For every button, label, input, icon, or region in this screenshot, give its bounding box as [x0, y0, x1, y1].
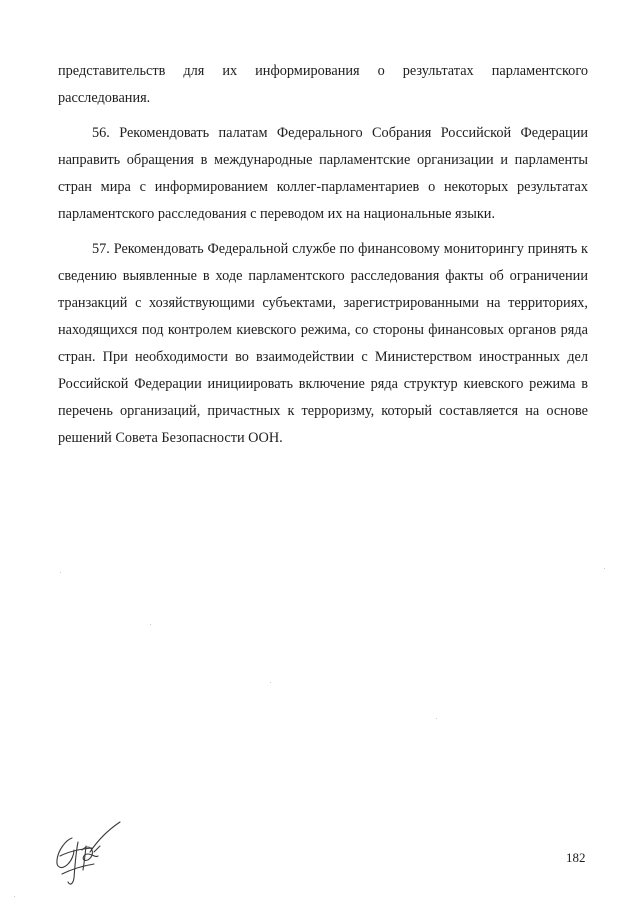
scan-speck: [60, 572, 61, 573]
paragraph-56: 56. Рекомендовать палатам Федерального Собрания Российской Федерации направить обращения в международные парламентские организации и парламенты стран мира с информированием коллег-парламентариев о некоторых результатах парламентского расследования с переводом их на национальные языки.: [58, 125, 588, 222]
scan-speck: [436, 718, 437, 719]
paragraph-57: 57. Рекомендовать Федеральной службе по финансовому мониторингу принять к сведению выявленные в ходе парламентского расследования факты об ограничении транзакций с хозяйствующими субъектами, зарегистрированными на территориях, находящихся под контролем киевского режима, со стороны финансовых органов ряда стран. При необходимости во взаимодействии с Министерством иностранных дел Российской Федерации инициировать включение ряда структур киевского режима в перечень организаций, причастных к терроризму, который составляется на основе решений Совета Безопасности ООН.: [58, 241, 588, 446]
paragraph-continuation: представительств для их информирования о результатах парламентского расследования.: [58, 63, 588, 106]
page-number: 182: [566, 850, 586, 865]
scan-speck: [604, 568, 605, 569]
scan-speck: [14, 896, 15, 897]
body-text: [58, 58, 588, 460]
handwritten-signature-icon: [38, 816, 122, 888]
scan-speck: [150, 624, 151, 625]
scan-speck: [270, 682, 271, 683]
